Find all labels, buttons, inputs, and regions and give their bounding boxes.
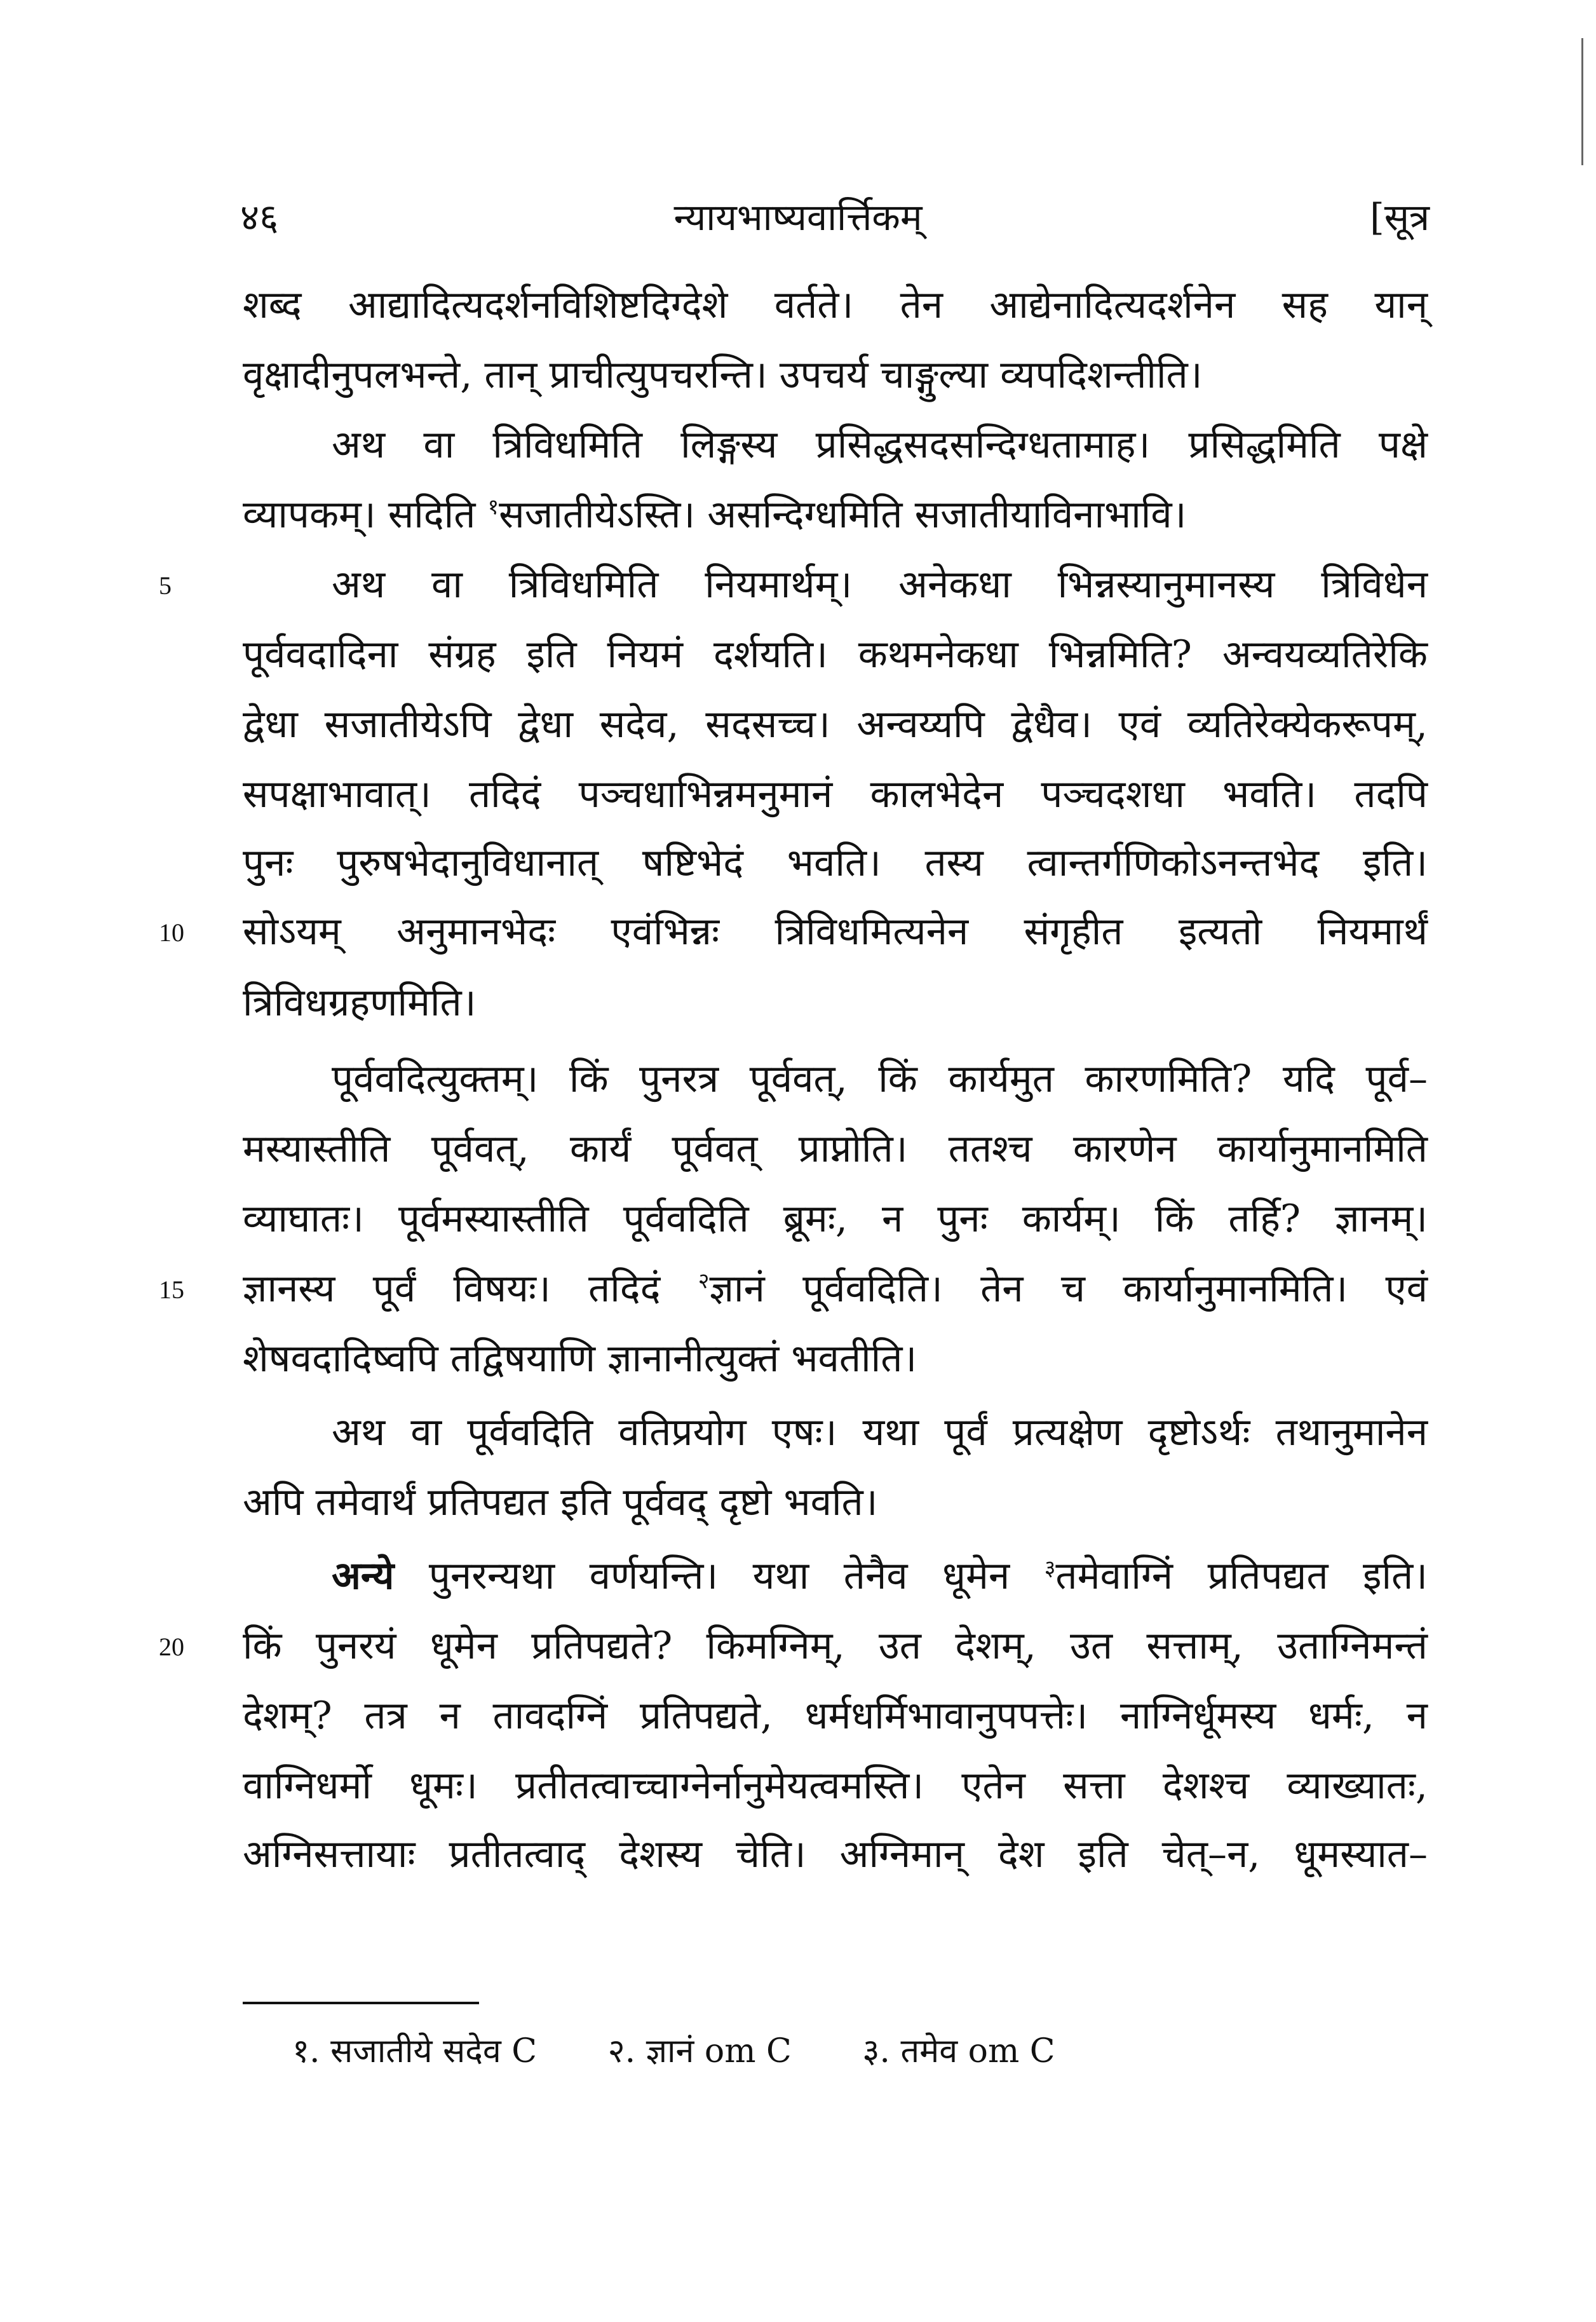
text-line — [243, 280, 1428, 330]
text-line — [243, 769, 1428, 820]
running-title: न्यायभाष्यवार्त्तिकम् — [673, 196, 923, 239]
text-segment: तमेवाग्निं प्रतिपद्यत इति। — [1055, 1554, 1428, 1598]
text-line — [243, 350, 1428, 400]
footnote-marker: ३ — [1044, 1556, 1056, 1581]
text-line — [243, 1333, 1428, 1384]
text-segment: अथ वा त्रिविधमिति लिङ्गस्य प्रसिद्धसदसन्दिग्धतामाह। प्रसिद्धमिति पक्षे — [332, 423, 1428, 467]
footnote-3: ३. तमेव om C — [862, 2032, 1055, 2070]
text-segment: सजातीयेऽस्ति। असन्दिग्धमिति सजातीयाविनाभावि। — [499, 492, 1187, 537]
footnote-2: २. ज्ञानं om C — [607, 2032, 792, 2070]
text-line — [243, 838, 1428, 888]
bold-term: अन्ये — [332, 1554, 395, 1598]
text-line — [243, 977, 1428, 1028]
footnote-1: १. सजातीये सदेव C — [292, 2032, 538, 2070]
text-segment: सपक्षाभावात्। तदिदं पञ्चधाभिन्नमनुमानं कालभेदेन पञ्चदशधा भवति। तदपि — [243, 772, 1428, 817]
text-line — [243, 1407, 1428, 1458]
text-segment: पुनः पुरुषभेदानुविधानात् षष्टिभेदं भवति। तस्य त्वान्तर्गणिकोऽनन्तभेद इति। — [243, 841, 1428, 885]
text-segment: पूर्ववदित्युक्तम्। किं पुनरत्र पूर्ववत्, किं कार्यमुत कारणमिति? यदि पूर्व– — [332, 1057, 1428, 1101]
text-segment: शेषवदादिष्वपि तद्विषयाणि ज्ञानानीत्युक्तं भवतीति। — [243, 1336, 917, 1381]
text-line — [243, 559, 1428, 610]
text-segment: सोऽयम् अनुमानभेदः एवंभिन्नः त्रिविधमित्यनेन संगृहीत इत्यतो नियमार्थं — [243, 909, 1428, 954]
text-segment: किं पुनरयं धूमेन प्रतिपद्यते? किमग्निम्, उत देशम्, उत सत्ताम्, उताग्निमन्तं — [243, 1624, 1428, 1668]
line-number: 15 — [159, 1275, 184, 1304]
text-line — [243, 1760, 1428, 1811]
text-segment: शब्द आद्यादित्यदर्शनविशिष्टदिग्देशे वर्तते। तेन आद्येनादित्यदर्शनेन सह यान् — [243, 283, 1428, 327]
text-segment: अग्निसत्तायाः प्रतीतत्वाद् देशस्य चेति। अग्निमान् देश इति चेत्–न, धूमस्यात– — [243, 1832, 1428, 1877]
text-line — [243, 1829, 1428, 1880]
text-segment: अपि तमेवार्थं प्रतिपद्यत इति पूर्ववद् दृष्टो भवति। — [243, 1480, 878, 1524]
footnote-marker: १ — [487, 494, 499, 520]
text-segment: द्वेधा सजातीयेऽपि द्वेधा सदेव, सदसच्च। अन्वय्यपि द्वेधैव। एवं व्यतिरेक्येकरूपम्, — [243, 702, 1428, 747]
footnote-rule — [243, 2002, 479, 2004]
text-segment: मस्यास्तीति पूर्ववत्, कार्यं पूर्ववत् प्राप्नोति। ततश्च कारणेन कार्यानुमानमिति — [243, 1127, 1428, 1171]
line-number: 5 — [159, 571, 172, 600]
text-segment: वृक्षादीनुपलभन्ते, तान् प्राचीत्युपचरन्ति। उपचर्य चाङ्गुल्या व्यपदिशन्तीति। — [243, 353, 1203, 397]
footnote-marker: २ — [698, 1268, 710, 1294]
text-segment: देशम्? तत्र न तावदग्निं प्रतिपद्यते, धर्मधर्मिभावानुपपत्तेः। नाग्निर्धूमस्य धर्मः, न — [243, 1694, 1428, 1738]
text-line — [243, 419, 1428, 470]
text-line — [243, 489, 1428, 540]
text-line — [243, 1054, 1428, 1104]
text-segment: व्यापकम्। सदिति — [243, 492, 488, 537]
text-segment: पूर्ववदादिना संग्रह इति नियमं दर्शयति। कथमनेकधा भिन्नमिति? अन्वयव्यतिरेकि — [243, 632, 1428, 677]
text-segment: वाग्निधर्मो धूमः। प्रतीतत्वाच्चाग्नेर्नानुमेयत्वमस्ति। एतेन सत्ता देशश्च व्याख्यातः, — [243, 1763, 1428, 1808]
text-line — [243, 629, 1428, 680]
text-line — [243, 906, 1428, 957]
line-number: 10 — [159, 918, 184, 947]
text-line — [243, 1690, 1428, 1741]
line-number: 20 — [159, 1633, 184, 1661]
text-segment: अथ वा पूर्ववदिति वतिप्रयोग एषः। यथा पूर्वं प्रत्यक्षेण दृष्टोऽर्थः तथानुमानेन — [332, 1410, 1428, 1455]
text-line — [243, 1620, 1428, 1671]
section-label: [सूत्र — [1370, 196, 1430, 239]
text-segment: त्रिविधग्रहणमिति। — [243, 981, 477, 1025]
scan-edge-mark — [1581, 38, 1583, 165]
text-segment: ज्ञानस्य पूर्वं विषयः। तदिदं — [243, 1266, 698, 1311]
text-segment: ज्ञानं पूर्ववदिति। तेन च कार्यानुमानमिति। एवं — [709, 1266, 1428, 1311]
page-number: ४६ — [240, 196, 279, 239]
text-line — [243, 1124, 1428, 1174]
text-segment: अथ वा त्रिविधमिति नियमार्थम्। अनेकधा भिन्नस्यानुमानस्य त्रिविधेन — [332, 562, 1428, 607]
text-line — [243, 1263, 1428, 1314]
text-line — [243, 1477, 1428, 1528]
footnotes — [292, 2027, 1116, 2072]
text-line — [243, 699, 1428, 750]
text-line — [243, 1551, 1428, 1601]
text-line — [243, 1193, 1428, 1244]
text-segment: व्याघातः। पूर्वमस्यास्तीति पूर्ववदिति ब्रूमः, न पुनः कार्यम्। किं तर्हि? ज्ञानम्। — [243, 1197, 1428, 1241]
text-segment: पुनरन्यथा वर्णयन्ति। यथा तेनैव धूमेन — [394, 1554, 1045, 1598]
